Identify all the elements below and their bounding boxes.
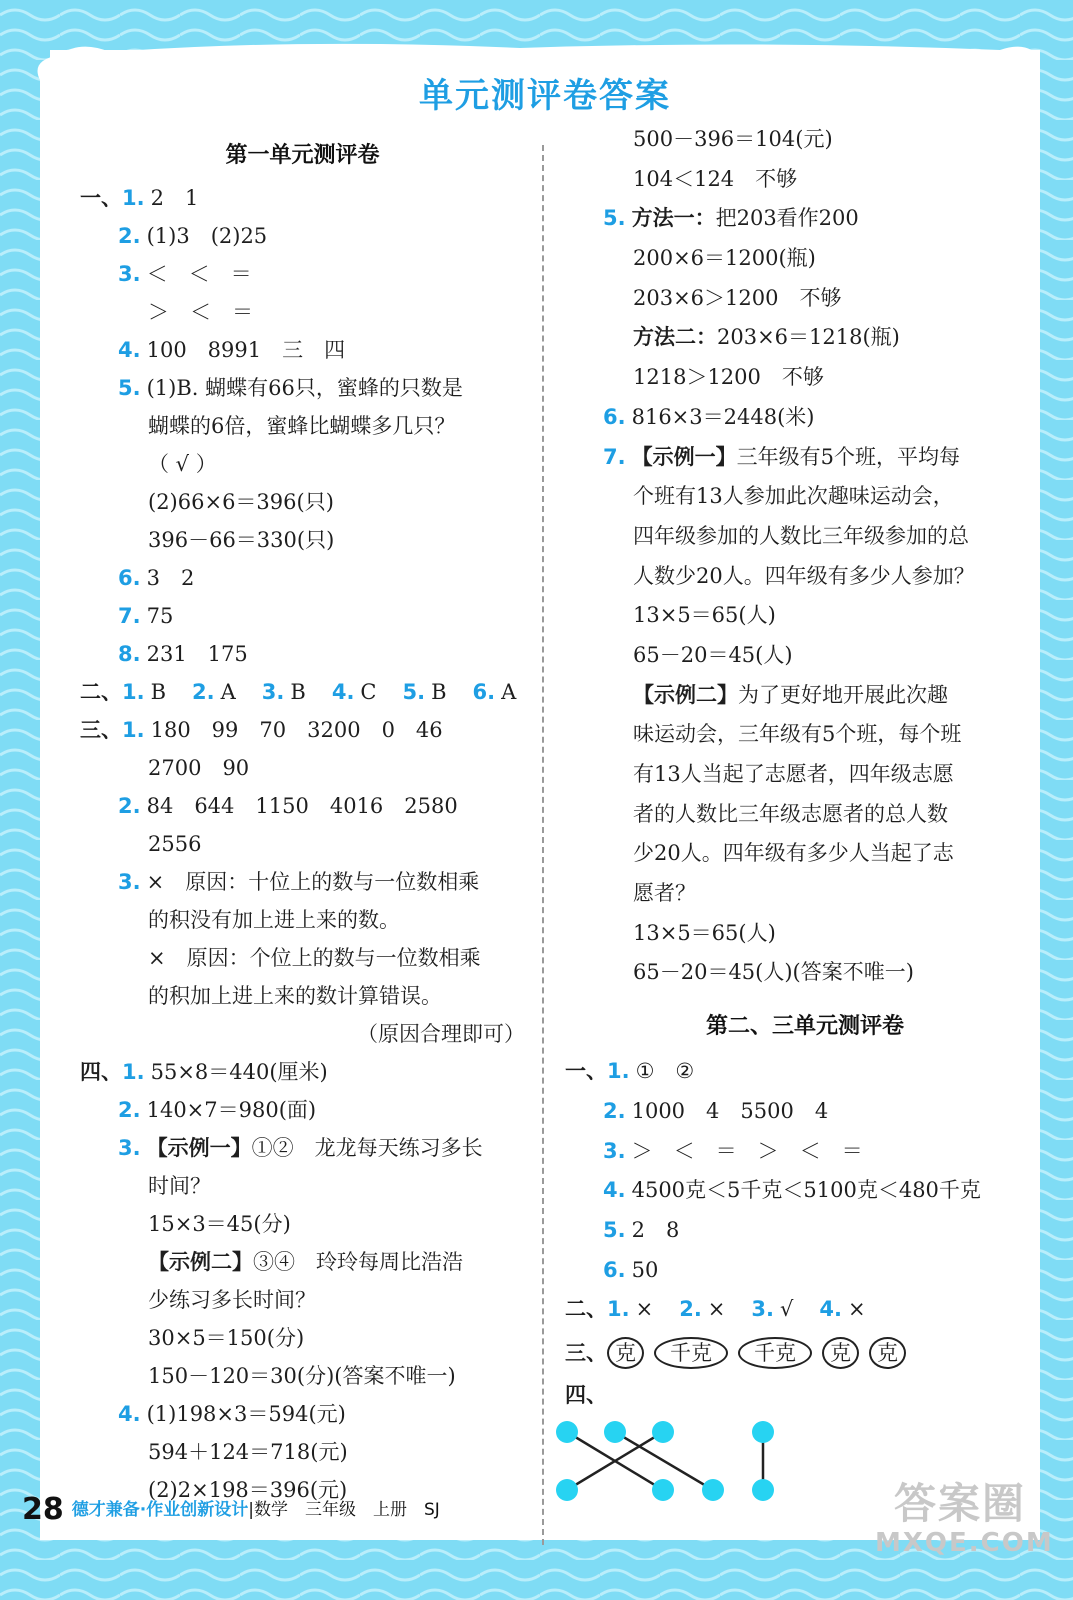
answer-text: 把203看作200 xyxy=(715,206,859,231)
answer-text: (2)66×6＝396(只) xyxy=(148,490,334,514)
answer-line xyxy=(80,1395,525,1433)
answer-text: 少20人。四年级有多少人当起了志 xyxy=(633,841,954,866)
answer-text: C xyxy=(360,680,377,704)
answer-line xyxy=(80,711,525,749)
answer-text: 140×7＝980(面) xyxy=(146,1098,317,1122)
matching-diagram xyxy=(545,1390,785,1510)
question-number: 3. xyxy=(751,1297,774,1322)
answer-text: × 原因：十位上的数与一位数相乘 xyxy=(146,870,480,894)
left-column xyxy=(80,130,525,1509)
question-number: 1. xyxy=(607,1059,630,1084)
answer-text: ③④ 玲玲每周比浩浩 xyxy=(253,1250,463,1274)
answer-line xyxy=(565,953,1045,993)
question-number: 5. xyxy=(603,206,626,231)
answer-text: 1218＞1200 不够 xyxy=(633,365,824,390)
answer-text: 55×8＝440(厘米) xyxy=(150,1060,328,1084)
answer-line xyxy=(80,635,525,673)
answer-text: × 原因：个位上的数与一位数相乘 xyxy=(148,946,481,970)
answer-text: (2)2×198＝396(元) xyxy=(148,1478,348,1502)
answer-page xyxy=(50,50,1040,1530)
match-dot xyxy=(702,1479,724,1501)
answer-line xyxy=(80,483,525,521)
part-label: 二、 xyxy=(80,680,122,704)
answer-line xyxy=(80,1433,525,1471)
answer-line xyxy=(565,834,1045,874)
answer-line xyxy=(80,1205,525,1243)
unit23-answers xyxy=(565,1052,1045,1330)
answer-text: 75 xyxy=(146,604,174,628)
example-label: 【示例一】 xyxy=(631,444,737,469)
answer-text: （原因合理即可） xyxy=(357,1022,525,1046)
answer-text: 100 8991 三 四 xyxy=(146,338,346,362)
answer-line xyxy=(565,1052,1045,1092)
example-label: 【示例二】 xyxy=(633,682,738,707)
question-number: 2. xyxy=(118,224,141,248)
part-label: 三、 xyxy=(565,1340,607,1365)
answer-text: ＞ ＜ ＝ xyxy=(148,300,253,324)
answer-line xyxy=(80,559,525,597)
answer-text: 2 8 xyxy=(631,1217,680,1242)
question-number: 3. xyxy=(118,870,141,894)
question-number: 1. xyxy=(122,186,145,210)
example-label: 方法二： xyxy=(633,325,717,350)
answer-line xyxy=(80,1357,525,1395)
answer-text: 1000 4 5500 4 xyxy=(631,1098,829,1123)
page-number: 28 xyxy=(22,1492,64,1527)
question-number: 1. xyxy=(122,1060,145,1084)
answer-text: × xyxy=(707,1297,726,1322)
answer-text: ＞ ＜ ＝ ＞ ＜ ＝ xyxy=(631,1138,863,1163)
page-footer xyxy=(22,1492,440,1527)
example-label: 【示例一】 xyxy=(146,1136,252,1160)
question-number: 4. xyxy=(603,1178,626,1203)
question-number: 7. xyxy=(118,604,141,628)
answer-text: 203×6＝1218(瓶) xyxy=(717,325,900,350)
answer-line xyxy=(565,517,1045,557)
section-title-unit23: 第二、三单元测评卷 xyxy=(705,1014,904,1040)
answer-line xyxy=(565,1171,1045,1211)
match-dot xyxy=(652,1479,674,1501)
answer-line xyxy=(80,673,525,711)
question-number: 2. xyxy=(192,680,215,704)
answer-text: 13×5＝65(人) xyxy=(633,920,776,945)
part-label: 一、 xyxy=(80,186,122,210)
question-number: 5. xyxy=(402,680,426,704)
circled-answer: 克 xyxy=(822,1337,859,1369)
circled-answer: 千克 xyxy=(738,1337,812,1369)
answer-text: 231 175 xyxy=(146,642,248,666)
question-number: 2. xyxy=(679,1297,702,1322)
unit1-answers xyxy=(80,179,525,1509)
match-dot xyxy=(752,1479,774,1501)
question-number: 5. xyxy=(118,376,141,400)
answer-line xyxy=(565,438,1045,478)
answer-text: 的积没有加上进上来的数。 xyxy=(148,908,400,932)
answer-line xyxy=(80,1167,525,1205)
match-dot xyxy=(604,1421,626,1443)
answer-text: ＜ ＜ ＝ xyxy=(146,262,252,286)
question-number: 4. xyxy=(118,338,141,362)
answer-text: 者的人数比三年级志愿者的总人数 xyxy=(633,801,948,826)
answer-line xyxy=(80,521,525,559)
example-label: 【示例二】 xyxy=(148,1250,253,1274)
answer-text: (1)3 (2)25 xyxy=(146,224,268,248)
circled-answers-row xyxy=(565,1330,1045,1376)
answer-text: 三年级有5个班，平均每 xyxy=(736,444,960,469)
answer-line xyxy=(80,331,525,369)
question-number: 6. xyxy=(603,404,626,429)
answer-text: （ √ ） xyxy=(148,452,217,476)
answer-text: 50 xyxy=(631,1257,659,1282)
part-label: 四、 xyxy=(565,1382,607,1407)
answer-line xyxy=(80,597,525,635)
answer-line xyxy=(565,120,1045,160)
answer-line xyxy=(80,863,525,901)
answer-line xyxy=(565,755,1045,795)
answer-text: 蝴蝶的6倍，蜜蜂比蝴蝶多几只？ xyxy=(148,414,456,438)
answer-line xyxy=(80,255,525,293)
answer-line xyxy=(80,1243,525,1281)
answer-text: 203×6＞1200 不够 xyxy=(633,285,842,310)
answer-line xyxy=(565,596,1045,636)
answer-line xyxy=(80,1129,525,1167)
answer-text: 200×6＝1200(瓶) xyxy=(633,246,816,271)
question-number: 3. xyxy=(261,680,285,704)
watermark-text: 答案圈 xyxy=(893,1479,1026,1528)
answer-line xyxy=(80,977,525,1015)
answer-text: (1)B. 蝴蝶有66只，蜜蜂的只数是 xyxy=(146,376,463,400)
column-divider xyxy=(542,145,544,1545)
question-number: 6. xyxy=(118,566,141,590)
answer-line xyxy=(565,874,1045,914)
match-dot xyxy=(752,1421,774,1443)
answer-line xyxy=(565,1132,1045,1172)
answer-line xyxy=(80,901,525,939)
answer-line xyxy=(80,1091,525,1129)
answer-text: 时间？ xyxy=(148,1174,211,1198)
part-label: 一、 xyxy=(565,1059,607,1084)
answer-text: 30×5＝150(分) xyxy=(148,1326,305,1350)
answer-line xyxy=(80,787,525,825)
question-number: 7. xyxy=(603,444,626,469)
question-number: 1. xyxy=(122,680,145,704)
question-number: 6. xyxy=(472,680,496,704)
question-number: 8. xyxy=(118,642,141,666)
part-label: 三、 xyxy=(80,718,122,742)
answer-line xyxy=(80,1319,525,1357)
answer-text: 味运动会，三年级有5个班，每个班 xyxy=(633,722,962,747)
answer-text: A xyxy=(220,680,236,704)
question-number: 3. xyxy=(118,1136,141,1160)
answer-text: 65－20＝45(人) xyxy=(633,642,793,667)
section-title-unit1: 第一单元测评卷 xyxy=(225,143,380,168)
answer-line xyxy=(80,293,525,331)
answer-text: √ xyxy=(780,1297,794,1322)
answer-text: 4500克＜5千克＜5100克＜480千克 xyxy=(631,1178,981,1203)
answer-line xyxy=(565,160,1045,200)
match-dot xyxy=(556,1479,578,1501)
answer-line xyxy=(80,179,525,217)
answer-line xyxy=(80,369,525,407)
answer-line xyxy=(565,477,1045,517)
answer-text: 个班有13人参加此次趣味运动会， xyxy=(633,484,954,509)
answer-text: 104＜124 不够 xyxy=(633,166,798,191)
answer-text: 396－66＝330(只) xyxy=(148,528,335,552)
answer-text: 500－396＝104(元) xyxy=(633,127,833,151)
answer-text: × xyxy=(847,1297,866,1322)
answer-line xyxy=(565,279,1045,319)
question-number: 3. xyxy=(603,1138,626,1163)
answer-line xyxy=(80,407,525,445)
answer-text: 愿者？ xyxy=(633,881,696,906)
question-number: 5. xyxy=(603,1217,626,1242)
example-label: 方法一： xyxy=(631,206,716,231)
answer-line xyxy=(565,318,1045,358)
answer-line xyxy=(565,557,1045,597)
part-label: 四、 xyxy=(80,1060,122,1084)
answer-line xyxy=(565,715,1045,755)
answer-line xyxy=(565,914,1045,954)
circled-answer: 千克 xyxy=(654,1337,728,1369)
answer-line xyxy=(80,939,525,977)
answer-line xyxy=(565,676,1045,716)
answer-line xyxy=(80,445,525,483)
answer-text: 有13人当起了志愿者，四年级志愿 xyxy=(633,762,954,786)
answer-text: 2 1 xyxy=(150,186,199,210)
answer-line xyxy=(565,1290,1045,1330)
book-brand: 德才兼备·作业创新设计 xyxy=(71,1500,249,1520)
answer-line xyxy=(565,199,1045,239)
question-number: 4. xyxy=(331,680,355,704)
answer-line xyxy=(565,636,1045,676)
answer-text: 2700 90 xyxy=(148,756,250,780)
answer-text: 的积加上进上来的数计算错误。 xyxy=(148,984,442,1008)
part-label: 二、 xyxy=(565,1297,607,1322)
answer-text: 13×5＝65(人) xyxy=(633,603,776,628)
answer-text: 15×3＝45(分) xyxy=(148,1212,291,1236)
answer-line xyxy=(80,1015,525,1053)
answer-line xyxy=(565,795,1045,835)
match-dot xyxy=(556,1421,578,1443)
answer-text: ①② 龙龙每天练习多长 xyxy=(251,1136,483,1160)
question-number: 6. xyxy=(603,1257,626,1282)
answer-line xyxy=(565,1211,1045,1251)
answer-line xyxy=(565,1251,1045,1291)
answer-line xyxy=(80,217,525,255)
answer-line xyxy=(565,239,1045,279)
answer-line xyxy=(565,358,1045,398)
watermark-url: MXQE.COM xyxy=(875,1528,1054,1558)
answer-line xyxy=(565,1092,1045,1132)
question-number: 1. xyxy=(607,1297,630,1322)
circled-answer: 克 xyxy=(869,1337,906,1369)
answer-text: × xyxy=(635,1297,654,1322)
page-title: 单元测评卷答案 xyxy=(419,76,671,116)
question-number: 4. xyxy=(819,1297,842,1322)
answer-line xyxy=(80,1281,525,1319)
question-number: 1. xyxy=(122,718,145,742)
answer-text: 84 644 1150 4016 2580 xyxy=(146,794,458,818)
question-number: 2. xyxy=(118,794,141,818)
right-column xyxy=(565,120,1045,1416)
match-dot xyxy=(652,1421,674,1443)
answer-text: 150－120＝30(分)(答案不唯一) xyxy=(148,1364,456,1388)
answer-text: B xyxy=(150,680,167,704)
answer-text: 3 2 xyxy=(146,566,195,590)
watermark xyxy=(875,1479,1054,1575)
answer-line xyxy=(80,1053,525,1091)
answer-line xyxy=(565,398,1045,438)
answer-text: 少练习多长时间？ xyxy=(148,1288,316,1312)
unit1-answers-continued xyxy=(565,120,1045,993)
question-number: 4. xyxy=(118,1402,141,1426)
answer-text: 人数少20人。四年级有多少人参加？ xyxy=(633,563,975,588)
answer-line xyxy=(80,825,525,863)
answer-text: 180 99 70 3200 0 46 xyxy=(150,718,443,742)
answer-text: ① ② xyxy=(635,1059,695,1084)
answer-text: (1)198×3＝594(元) xyxy=(146,1402,346,1426)
answer-text: B xyxy=(431,680,447,704)
answer-text: B xyxy=(290,680,306,704)
circled-answer: 克 xyxy=(607,1337,644,1369)
answer-text: 四年级参加的人数比三年级参加的总 xyxy=(633,523,969,548)
answer-text: 2556 xyxy=(148,832,202,856)
question-number: 3. xyxy=(118,262,141,286)
answer-text: 为了更好地开展此次趣 xyxy=(738,682,948,707)
question-number: 2. xyxy=(118,1098,141,1122)
footer-separator: | xyxy=(248,1500,254,1520)
answer-text: 594＋124＝718(元) xyxy=(148,1440,348,1464)
answer-text: 816×3＝2448(米) xyxy=(631,404,815,429)
answer-text: 65－20＝45(人)(答案不唯一) xyxy=(633,960,914,985)
book-info: 数学 三年级 上册 SJ xyxy=(253,1500,440,1520)
question-number: 2. xyxy=(603,1098,626,1123)
answer-text: A xyxy=(501,680,517,704)
answer-line xyxy=(80,749,525,787)
